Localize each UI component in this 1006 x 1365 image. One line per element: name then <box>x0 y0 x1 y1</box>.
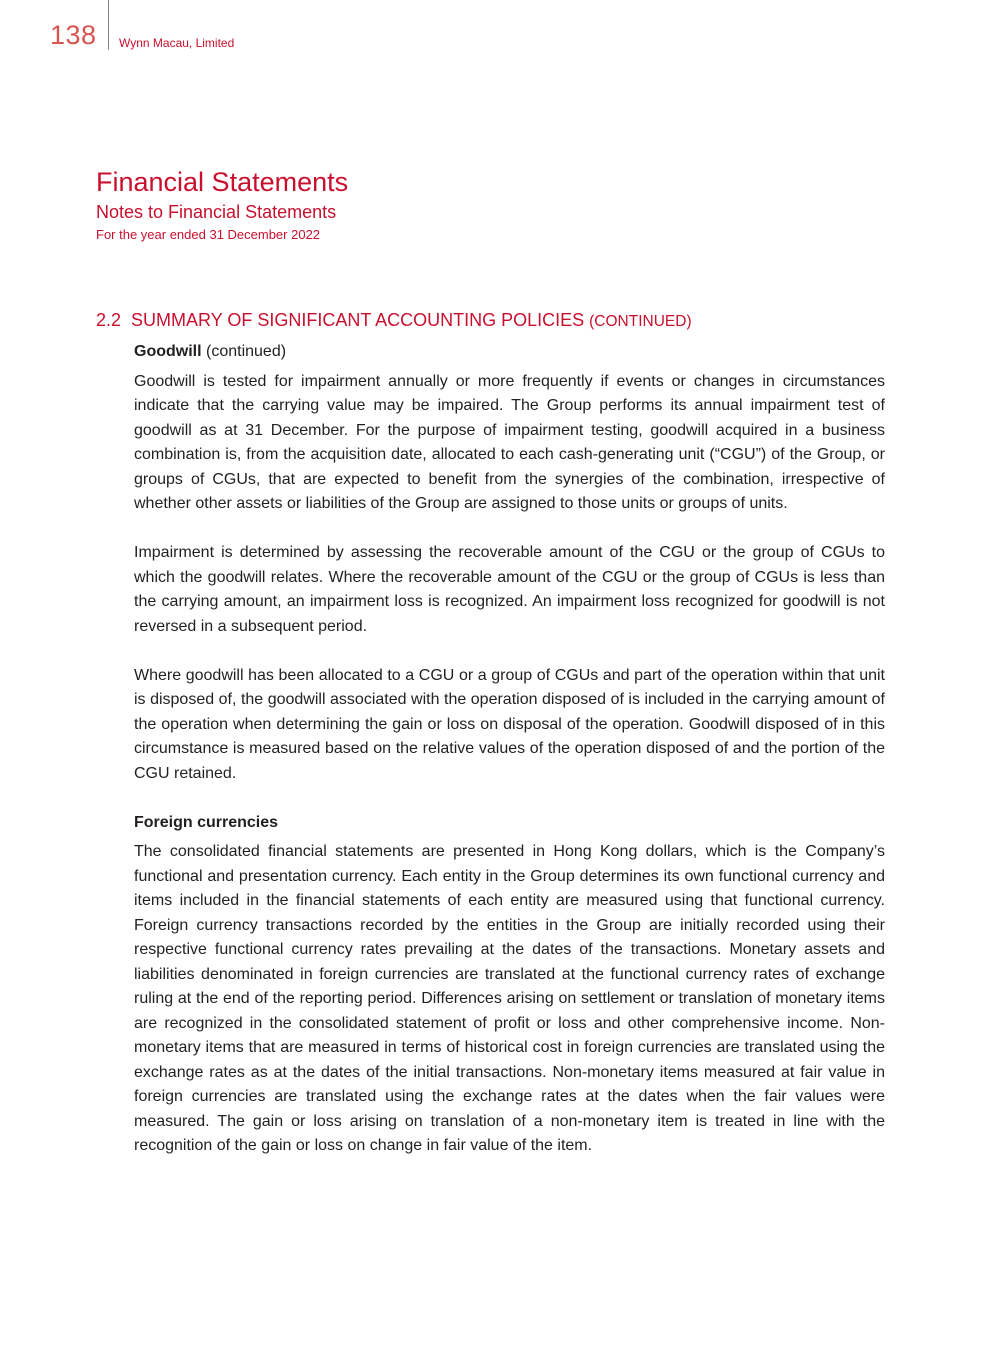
goodwill-continued: (continued) <box>206 343 287 360</box>
foreign-currencies-label: Foreign currencies <box>134 813 279 831</box>
foreign-currencies-subheading <box>134 811 885 836</box>
page-subtitle: Notes to Financial Statements <box>96 202 337 222</box>
goodwill-paragraph-1: Goodwill is tested for impairment annually or more frequently if events or changes in circumstances indicate that the carrying value may be impaired. The Group performs its annual impairment test of goodwill as at 31 December. For the purpose of impairment testing, goodwill acquired in a business combination is, from the acquisition date, allocated to each cash-generating unit (“CGU”) of the Group, or groups of CGUs, that are expected to benefit from the synergies of the combination, irrespective of whether other assets or liabilities of the Group are assigned to those units or groups of units. <box>134 372 885 512</box>
goodwill-paragraph-3: Where goodwill has been allocated to a CGU or a group of CGUs and part of the operation within that unit is disposed of, the goodwill associated with the operation disposed of is included in the carrying amount of the operation when determining the gain or loss on disposal of the operation. Goodwill disposed of in this circumstance is measured based on the relative values of the operation disposed of and the portion of the CGU retained. <box>134 666 885 782</box>
goodwill-label: Goodwill <box>134 343 202 360</box>
company-name: Wynn Macau, Limited <box>119 36 235 50</box>
foreign-currencies-paragraph: The consolidated financial statements are presented in Hong Kong dollars, which is the Company’s functional and presentation currency. Each entity in the Group determines its own functional currency and items included in the financial statements of each entity are measured using that functional currency. Foreign currency transactions recorded by the entities in the Group are initially recorded using their respective functional currency rates prevailing at the dates of the transactions. Monetary assets and liabilities denominated in foreign currencies are translated at the functional currency rates of exchange ruling at the end of the reporting period. Differences arising on settlement or translation of monetary items are recognized in the consolidated statement of profit or loss and other comprehensive income. Non-monetary items that are measured in terms of historical cost in foreign currencies are translated using the exchange rates as at the dates of the initial transactions. Non-monetary items measured at fair value in foreign currencies are translated using the exchange rates at the dates when the fair values were measured. The gain or loss arising on translation of a non-monetary item is treated in line with the recognition of the gain or loss on change in fair value of the item. <box>134 843 885 1154</box>
page-title: Financial Statements <box>96 167 349 197</box>
body-text <box>134 340 885 1183</box>
section-continued: (CONTINUED) <box>589 313 692 330</box>
page-number: 138 <box>50 20 97 50</box>
goodwill-paragraph-2: Impairment is determined by assessing the recoverable amount of the CGU or the group of CGUs to which the goodwill relates. Where the recoverable amount of the CGU or the group of CGUs is less than the carrying amount, an impairment loss is recognized. An impairment loss recognized for goodwill is not reversed in a subsequent period. <box>134 544 885 635</box>
goodwill-subheading <box>134 340 885 365</box>
section-heading <box>96 310 692 331</box>
reporting-period: For the year ended 31 December 2022 <box>96 227 321 242</box>
section-number: 2.2 <box>96 310 122 330</box>
section-title: SUMMARY OF SIGNIFICANT ACCOUNTING POLICIES <box>131 310 585 330</box>
header-divider <box>108 0 109 50</box>
title-block <box>96 165 348 244</box>
